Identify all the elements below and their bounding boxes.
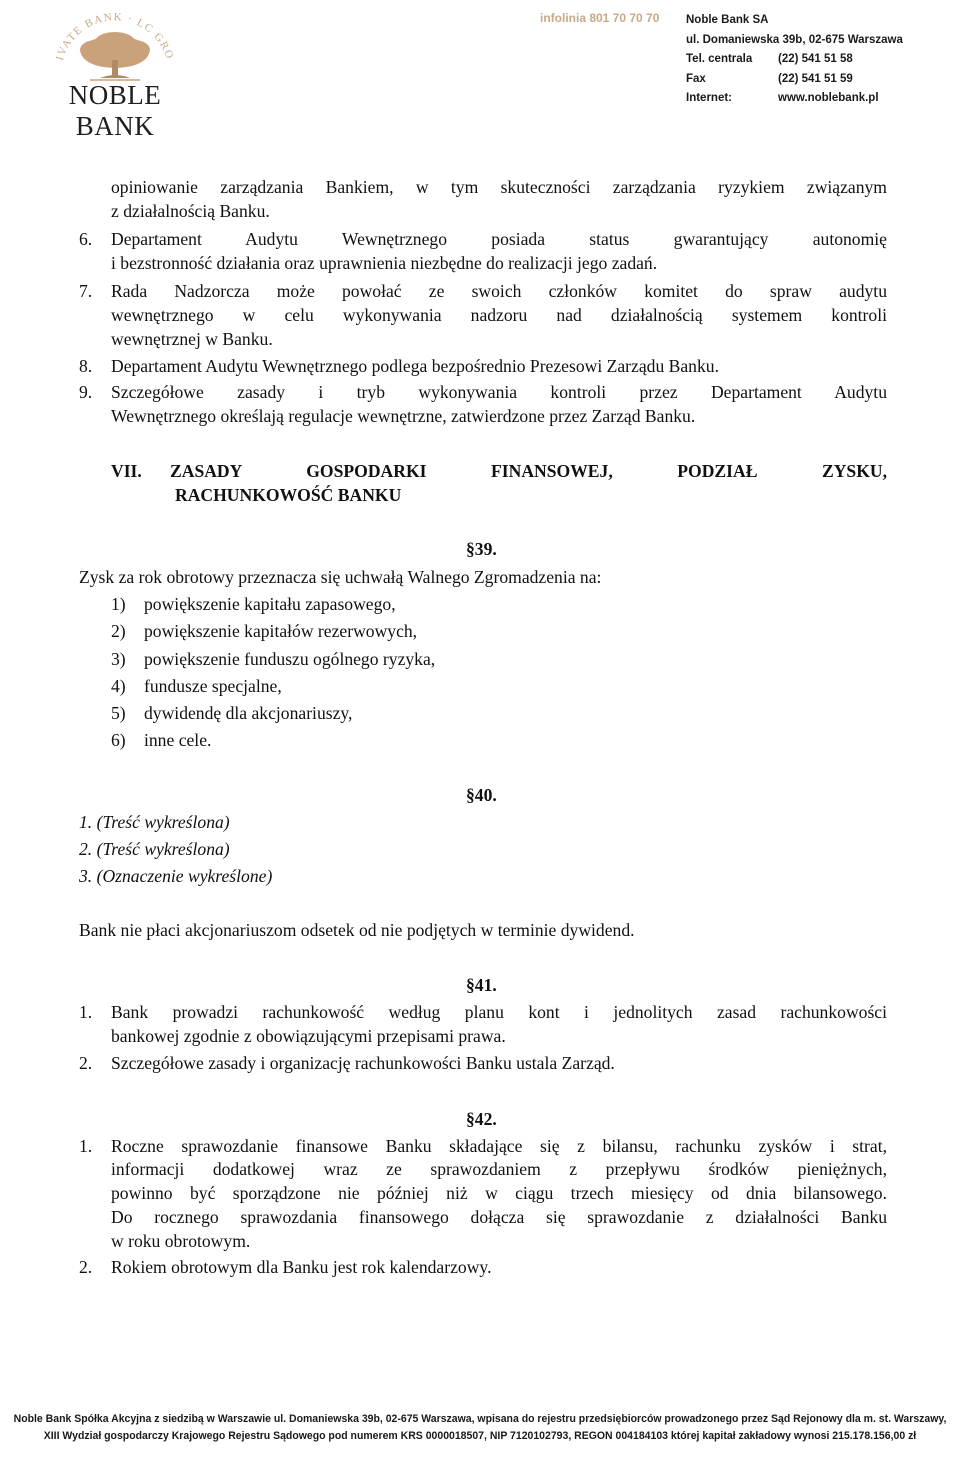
item-7-line3: wewnętrznej w Banku.: [111, 329, 273, 349]
item-number: 2.: [79, 1257, 93, 1277]
chapter-number: VII.: [111, 461, 142, 481]
logo-arc-text: IVATE BANK · LC GRO: [53, 11, 176, 63]
footer-line1: Noble Bank Spółka Akcyjna z siedzibą w Warszawie ul. Domaniewska 39b, 02-675 Warszawa, wpisana do rejestru przedsiębiorców prowadzonego przez Sąd Rejonowy dla m. st. Warszawy,: [13, 1413, 947, 1425]
contact-row-address: ul. Domaniewska 39b, 02-675 Warszawa: [686, 33, 903, 46]
item-6-line1: Departament Audytu Wewnętrznego posiada status gwarantujący autonomię: [111, 229, 887, 249]
list-number: 4): [111, 676, 126, 696]
item-number: 7.: [79, 281, 93, 301]
item-6-line2: i bezstronność działania oraz uprawnienia niezbędne do realizacji jego zadań.: [111, 253, 658, 273]
list-number: 6): [111, 730, 126, 750]
section-41-heading: §41.: [466, 975, 497, 995]
contact-row-company: Noble Bank SA: [686, 14, 769, 26]
item-7-line1: Rada Nadzorcza może powołać ze swoich członków komitet do spraw audytu: [111, 281, 887, 301]
continued-paragraph-line2: z działalnością Banku.: [111, 201, 270, 221]
list-item-text: powiększenie funduszu ogólnego ryzyka,: [144, 649, 436, 669]
item-number: 6.: [79, 229, 93, 249]
chapter-title-line2: RACHUNKOWOŚĆ BANKU: [175, 485, 402, 505]
item-9-line2: Wewnętrznego określają regulacje wewnętrzne, zatwierdzone przez Zarząd Banku.: [111, 406, 696, 426]
s41-item1-line2: bankowej zgodnie z obowiązującymi przepisami prawa.: [111, 1026, 506, 1046]
section-39-heading: §39.: [466, 539, 497, 559]
contact-row-internet: Internet: www.noblebank.pl: [686, 89, 903, 109]
struck-item: 1. (Treść wykreślona): [79, 812, 230, 832]
s41-item1-line1: Bank prowadzi rachunkowość według planu kont i jednolitych zasad rachunkowości: [111, 1002, 887, 1022]
s42-item1-line4: Do rocznego sprawozdania finansowego dołącza się sprawozdanie z działalności Banku: [111, 1207, 887, 1227]
list-item-text: powiększenie kapitału zapasowego,: [144, 594, 396, 614]
item-7-line2: wewnętrznego w celu wykonywania nadzoru nad działalnością systemem kontroli: [111, 305, 887, 325]
page-footer: [0, 1411, 960, 1460]
s42-item1-line5: w roku obrotowym.: [111, 1231, 251, 1251]
struck-item: 3. (Oznaczenie wykreślone): [79, 866, 273, 886]
infolinia-phone: infolinia 801 70 70 70: [540, 11, 660, 25]
footer-line2: XIII Wydział gospodarczy Krajowego Rejestru Sądowego pod numerem KRS 0000018507, NIP 7120102793, REGON 004184103 której kapitał zakładowy wynosi 215.178.156,00 zł: [43, 1430, 917, 1442]
section-39-intro: Zysk za rok obrotowy przeznacza się uchwałą Walnego Zgromadzenia na:: [79, 567, 602, 587]
contact-row-phone: Tel. centrala (22) 541 51 58: [686, 53, 853, 66]
tree-logo-icon: [30, 6, 200, 86]
chapter-title-line1: ZASADY GOSPODARKI FINANSOWEJ, PODZIAŁ ZYSKU,: [170, 461, 887, 481]
continued-paragraph-line1: opiniowanie zarządzania Bankiem, w tym skuteczności zarządzania ryzykiem związanym: [111, 177, 887, 197]
list-number: 1): [111, 594, 126, 614]
item-number: 1.: [79, 1136, 93, 1156]
struck-item: 2. (Treść wykreślona): [79, 839, 230, 859]
item-number: 8.: [79, 356, 93, 376]
item-number: 2.: [79, 1053, 93, 1073]
list-item-text: dywidendę dla akcjonariuszy,: [144, 703, 353, 723]
list-number: 2): [111, 621, 126, 641]
item-number: 1.: [79, 1002, 93, 1022]
s41-item2-line1: Szczegółowe zasady i organizację rachunkowości Banku ustala Zarząd.: [111, 1053, 615, 1073]
logo-name: NOBLE BANK: [68, 80, 162, 141]
list-item-text: powiększenie kapitałów rezerwowych,: [144, 621, 418, 641]
section-40-text: Bank nie płaci akcjonariuszom odsetek od nie podjętych w terminie dywidend.: [79, 920, 635, 940]
s42-item1-line2: informacji dodatkowej wraz ze sprawozdaniem z przepływu środków pieniężnych,: [111, 1159, 887, 1179]
contact-row-fax: Fax (22) 541 51 59: [686, 72, 853, 85]
list-item-text: fundusze specjalne,: [144, 676, 282, 696]
item-9-line1: Szczegółowe zasady i tryb wykonywania kontroli przez Departament Audytu: [111, 382, 887, 402]
list-item-text: inne cele.: [144, 730, 212, 750]
list-number: 3): [111, 649, 126, 669]
s42-item1-line1: Roczne sprawozdanie finansowe Banku składające się z bilansu, rachunku zysków i strat,: [111, 1136, 887, 1156]
section-42-heading: §42.: [466, 1109, 497, 1129]
website-link: www.noblebank.pl: [778, 92, 879, 105]
contact-block: [686, 11, 903, 109]
s42-item1-line3: powinno być sporządzone nie później niż w ciągu trzech miesięcy od dnia bilansowego.: [111, 1183, 887, 1203]
section-40-heading: §40.: [466, 785, 497, 805]
s42-item2-line1: Rokiem obrotowym dla Banku jest rok kalendarzowy.: [111, 1257, 492, 1277]
item-8-line1: Departament Audytu Wewnętrznego podlega bezpośrednio Prezesowi Zarządu Banku.: [111, 356, 719, 376]
item-number: 9.: [79, 382, 93, 402]
list-number: 5): [111, 703, 126, 723]
